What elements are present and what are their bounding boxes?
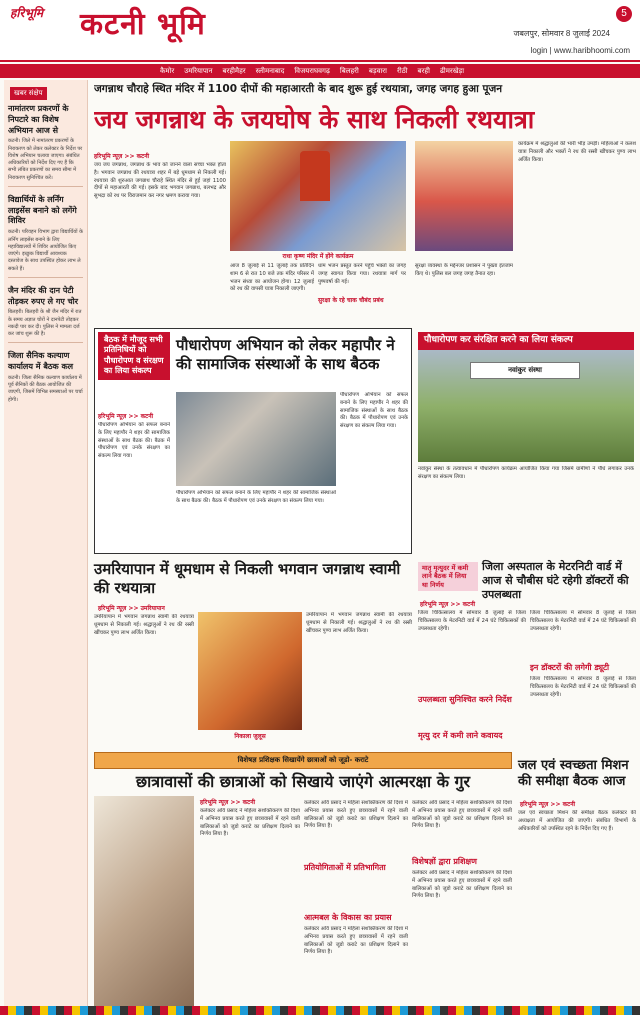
subheading: उपलब्धता सुनिश्चित करने निर्देश — [418, 695, 512, 704]
judo-banner: विशेषज्ञ प्रशिक्षक सिखायेंगे छात्राओं को जूडो- कराटे — [94, 752, 512, 769]
subheading: मृत्यु दर में कमी लाने कवायद — [418, 731, 503, 740]
story-text: जिला चिकित्सालय में सोमवार 8 जुलाई से जिला चिकित्सालय के मेटरनिटी वार्ड में 24 घंटे चिकित्सकों की उपलब्धता रहेगी। — [530, 676, 636, 698]
karate-photo — [94, 796, 194, 1006]
story-text: जिला चिकित्सालय में सोमवार 8 जुलाई से जिला चिकित्सालय के मेटरनिटी वार्ड में 24 घंटे चिकित्सकों की उपलब्धता रहेगी। — [418, 610, 526, 632]
brief-body: कटनी। परिवहन विभाग द्वारा विद्यार्थियों के लर्निंग लाइसेंस बनाने के लिए महाविद्यालयों में शिविर आयोजित किए जाएंगे। इच्छुक विद्यार्थी आवश्यक दस्तावेज के साथ उपस्थित होकर लाभ ले सकते हैं। — [8, 229, 83, 272]
divider — [8, 342, 83, 343]
story-text: जल एवं स्वच्छता मिशन की समीक्षा बैठक कलेक्टर की अध्यक्षता में आयोजित की जाएगी। संबंधित विभागों के अधिकारियों को उपस्थित रहने के निर्देश दिए गए हैं। — [518, 810, 636, 832]
nav-item[interactable]: उमरियापान — [184, 66, 213, 75]
hospital-tag: मातृ मृत्युदर में कमी लाने बैठक में लिया था निर्णय — [418, 562, 478, 591]
mayor-headline: पौधारोपण अभियान को लेकर महापौर ने की सामाजिक संस्थाओं के साथ बैठक — [176, 336, 395, 373]
subheading: विशेषज्ञों द्वारा प्रशिक्षण — [412, 857, 477, 866]
lead-headline: जय जगन्नाथ के जयघोष के साथ निकली रथयात्रा — [94, 105, 535, 134]
story-text: जिला चिकित्सालय में सोमवार 8 जुलाई से जिला चिकित्सालय के मेटरनिटी वार्ड में 24 घंटे चिकित्सकों की उपलब्धता रहेगी। — [530, 610, 636, 632]
photo-caption: सुरक्षा के रहे चाक चौबंद प्रबंध — [318, 297, 384, 304]
byline: हरिभूमि न्यूज़ >> कटनी — [98, 413, 154, 420]
story-text: पौधारोपण अभियान को सफल बनाने के लिए महापौर ने शहर की सामाजिक संस्थाओं के साथ बैठक की। बैठक में पौधारोपण एवं उनके संरक्षण का संकल्प लिया गया। — [340, 392, 408, 430]
mission-headline: जल एवं स्वच्छता मिशन की समीक्षा बैठक आज — [518, 758, 629, 790]
meeting-photo — [176, 392, 336, 486]
byline: हरिभूमि न्यूज़ >> कटनी — [420, 601, 476, 608]
color-registration-strip — [0, 1006, 640, 1015]
subheading: प्रतियोगिताओं में प्रतिभागिता — [304, 863, 386, 872]
byline: हरिभूमि न्यूज़ >> उमरियापान — [98, 605, 165, 612]
brief-title: जिला सैनिक कल्याण कार्यालय में बैठक कल — [8, 351, 74, 372]
lead-column: आज 8 जुलाई से 11 जुलाई तक प्रतिदिन शाम 6 से रात 10 बजे तक मंदिर परिसर में भजन संध्या का आयोजन होगा। 12 जुलाई को रथ की वापसी यात्रा निकाली जाएगी। — [230, 263, 314, 293]
banner-sign: नवांकुर संस्था — [470, 362, 580, 379]
sidebar-tag: खबर संक्षेप — [10, 87, 47, 100]
story-text: कलेक्टर अवि प्रसाद ने महिला सशक्तिकरण की दिशा में अभिनव प्रयास करते हुए छात्रावासों में रहने वाली बालिकाओं को जूडो कराटे का प्रशिक्षण दिलाने का निर्णय लिया है। — [412, 870, 512, 900]
brief-body: कटनी। जिला सैनिक कल्याण कार्यालय में पूर्व सैनिकों की बैठक आयोजित की जाएगी, जिसमें विभिन्न समस्याओं पर चर्चा होगी। — [8, 374, 83, 403]
divider — [8, 186, 83, 187]
story-text: उमरियापान में भगवान जगन्नाथ स्वामी की रथयात्रा धूमधाम से निकाली गई। श्रद्धालुओं ने रथ की रस्सी खींचकर पुण्य लाभ अर्जित किया। — [306, 612, 412, 634]
story-text: कलेक्टर अवि प्रसाद ने महिला सशक्तिकरण की दिशा में अभिनव प्रयास करते हुए छात्रावासों में रहने वाली बालिकाओं को जूडो कराटे का प्रशिक्षण दिलाने का निर्णय लिया है। — [304, 800, 408, 830]
dateline: जबलपुर, सोमवार 8 जुलाई 2024 — [513, 29, 610, 38]
byline: हरिभूमि न्यूज़ >> कटनी — [520, 801, 576, 808]
edition-title: कटनी भूमि — [80, 7, 206, 42]
photo-caption: राधा कृष्ण मंदिर में होंगे कार्यक्रम — [282, 253, 354, 260]
story-text: पौधारोपण अभियान को सफल बनाने के लिए महापौर ने शहर की सामाजिक संस्थाओं के साथ बैठक की। बैठक में पौधारोपण एवं उनके संरक्षण का संकल्प लिया गया। — [176, 490, 336, 504]
brief-body: कटनी। जिले में नामांतरण प्रकरणों के निराकरण को लेकर कलेक्टर के निर्देश पर विशेष अभियान चलाया जाएगा। संबंधित अधिकारियों को निर्देश दिए गए हैं कि सभी लंबित प्रकरणों का समय सीमा में निराकरण सुनिश्चित करें। — [8, 138, 83, 181]
story-text: कलेक्टर अवि प्रसाद ने महिला सशक्तिकरण की दिशा में अभिनव प्रयास करते हुए छात्रावासों में रहने वाली बालिकाओं को जूडो कराटे का प्रशिक्षण दिलाने का निर्णय लिया है। — [304, 926, 408, 956]
subheading: आत्मबल के विकास का प्रयास — [304, 913, 392, 922]
judo-headline: छात्रावासों की छात्राओं को सिखाये जाएंगे आत्मरक्षा के गुर — [135, 772, 471, 791]
nav-item[interactable]: कैमोर — [160, 66, 175, 75]
byline: हरिभूमि न्यूज़ >> कटनी — [94, 153, 150, 160]
story-text: कलेक्टर अवि प्रसाद ने महिला सशक्तिकरण की दिशा में अभिनव प्रयास करते हुए छात्रावासों में रहने वाली बालिकाओं को जूडो कराटे का प्रशिक्षण दिलाने का निर्णय लिया है। — [200, 808, 300, 838]
news-brief-sidebar — [4, 80, 88, 1006]
nav-item[interactable]: विजयराघवगढ़ — [294, 66, 330, 75]
nav-item[interactable]: बड़वारा — [368, 66, 387, 75]
page-number-badge: 5 — [616, 6, 632, 22]
rathyatra-photo — [198, 612, 302, 730]
locality-nav — [0, 64, 640, 78]
plant-headline: पौधारोपण कर संरक्षित करने का लिया संकल्प — [418, 332, 634, 350]
lead-column: कार्यक्रम में श्रद्धालुओं की भारी भीड़ उमड़ी। महिलाओं ने कलश यात्रा निकाली और भक्तों ने रथ की रस्सी खींचकर पुण्य लाभ अर्जित किया। — [518, 141, 636, 163]
lead-column: धाम भजन प्रस्तुत करने पहुंचे भक्तों का जगह जगह स्वागत किया गया। रथयात्रा मार्ग पर पुष्पवर्षा की गई। — [318, 263, 406, 285]
story-text: कलेक्टर अवि प्रसाद ने महिला सशक्तिकरण की दिशा में अभिनव प्रयास करते हुए छात्रावासों में रहने वाली बालिकाओं को जूडो कराटे का प्रशिक्षण दिलाने का निर्णय लिया है। — [412, 800, 512, 830]
story-text: उमरियापान में भगवान जगन्नाथ स्वामी की रथयात्रा धूमधाम से निकाली गई। श्रद्धालुओं ने रथ की रस्सी खींचकर पुण्य लाभ अर्जित किया। — [94, 614, 194, 636]
brief-title: जैन मंदिर की दान पेटी तोड़कर रुपए ले गए चोर — [8, 285, 78, 306]
divider — [8, 277, 83, 278]
nav-item[interactable]: बरहीमैहर — [222, 66, 246, 75]
nav-item[interactable]: स्लीमनाबाद — [255, 66, 285, 75]
brief-title: विद्यार्थियों के लर्निंग लाइसेंस बनाने को लगेंगे शिविर — [8, 194, 77, 226]
procession-photo — [230, 141, 406, 251]
byline: हरिभूमि न्यूज़ >> कटनी — [200, 799, 256, 806]
subheading: इन डॉक्टरों की लगेगी ड्यूटी — [530, 663, 610, 672]
brief-body: बिलहरी। बिलहरी के श्री जैन मंदिर में रात के समय अज्ञात चोरों ने दानपेटी तोड़कर नकदी पार कर दी। पुलिस ने मामला दर्ज कर जांच शुरू की है। — [8, 309, 82, 338]
nav-item[interactable]: रीठी — [396, 66, 408, 75]
lead-kicker: जगन्नाथ चौराहे स्थित मंदिर में 1100 दीपों की महाआरती के बाद शुरू हुई रथयात्रा, जगह जगह हुआ पूजन — [94, 83, 503, 95]
cultural-photo — [415, 141, 513, 251]
hospital-headline: जिला अस्पताल के मेटरनिटी वार्ड में आज से चौबीस घंटे रहेगी डॉक्टरों की उपलब्धता — [482, 560, 629, 601]
login-link[interactable]: login | www.haribhoomi.com — [530, 46, 630, 55]
lead-column: जय जय जगन्नाथ, जगन्नाथ के भाव को जानने वाला सच्चा भक्त होता है। भगवान जगन्नाथ की रथयात्रा शहर में बड़े धूमधाम से निकली गई। रथयात्रा की शुरुआत जगन्नाथ चौराहे स्थित मंदिर से हुई जहां 1100 दीपों से महाआरती की गई। इसके बाद भगवान जगन्नाथ, बलभद्र और सुभद्रा को रथ पर विराजमान कर नगर भ्रमण कराया गया। — [94, 162, 226, 200]
brand-logo: हरिभूमि — [10, 6, 44, 20]
brief-title: नामांतरण प्रकरणों के निपटारे का विशेष अभियान आज से — [8, 104, 69, 135]
story-text: पौधारोपण अभियान को सफल बनाने के लिए महापौर ने शहर की सामाजिक संस्थाओं के साथ बैठक की। बैठक में पौधारोपण एवं उनके संरक्षण का संकल्प लिया गया। — [98, 422, 170, 460]
side-tag: बैठक में मौजूद सभी प्रतिनिधियों को पौधारोपण व संरक्षण का लिया संकल्प — [98, 332, 170, 380]
story-text: नवांकुर संस्था के तत्वावधान में पौधारोपण कार्यक्रम आयोजित किया गया जिसमें ग्रामीणों ने पौधे लगाकर उनके संरक्षण का संकल्प लिया। — [418, 466, 634, 480]
nav-item[interactable]: बरही — [417, 66, 430, 75]
masthead — [0, 0, 640, 62]
lead-column: सुरक्षा व्यवस्था के मद्देनजर प्रशासन ने पुख्ता इंतजाम किए थे। पुलिस बल जगह जगह तैनात रहा। — [415, 263, 513, 277]
photo-caption: निकाला जुलूस — [234, 733, 266, 740]
nav-item[interactable]: ढीमरखेड़ा — [439, 66, 465, 75]
swami-headline: उमरियापान में धूमधाम से निकली भगवान जगन्नाथ स्वामी की रथयात्रा — [94, 560, 401, 597]
nav-item[interactable]: बिलहरी — [339, 66, 359, 75]
